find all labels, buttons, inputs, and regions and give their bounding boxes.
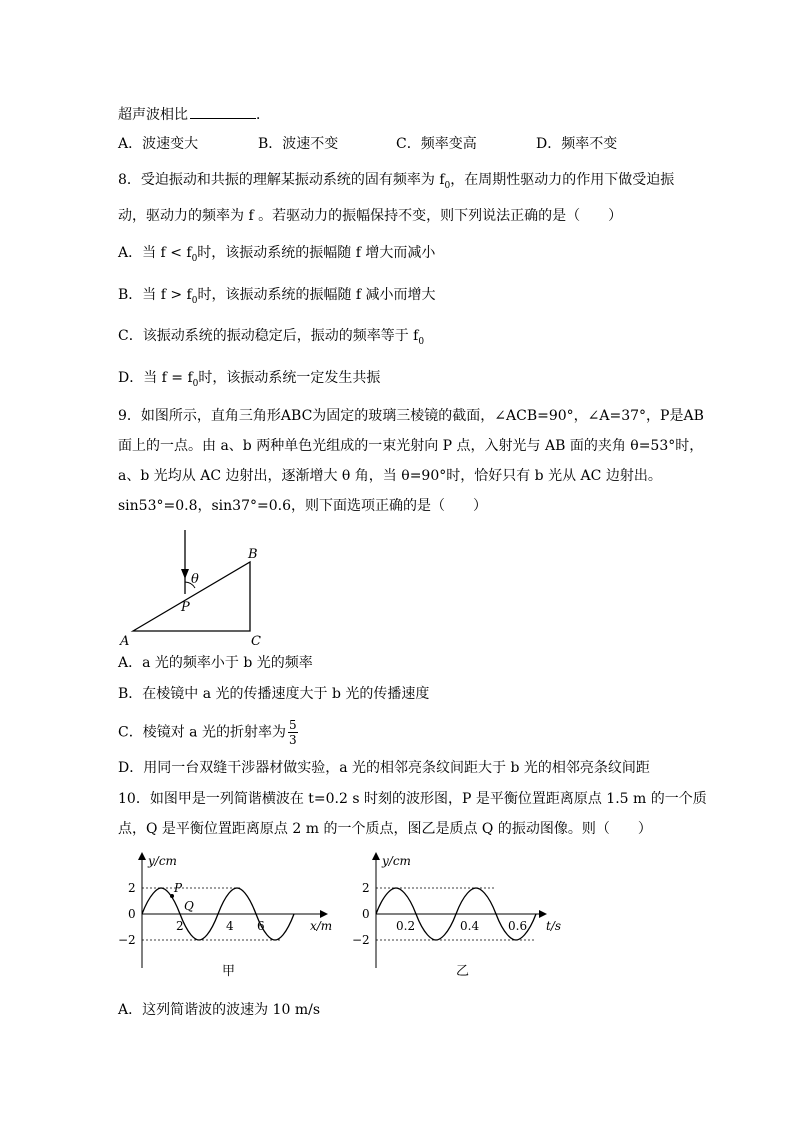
q7-tail-line <box>118 104 270 125</box>
q8-line-1 <box>118 170 674 196</box>
vibration-graph-yi <box>344 850 574 980</box>
x-axis-label: t/s <box>546 919 562 933</box>
q8-line-1-end: ，在周期性驱动力的作用下做受迫振 <box>450 172 675 188</box>
y-tick-0: 0 <box>362 907 370 921</box>
fraction-numerator: 5 <box>288 718 297 732</box>
q9-option-a: A．a 光的频率小于 b 光的频率 <box>118 655 313 671</box>
q8-option-d-sub: 0 <box>192 378 199 389</box>
label-a: A <box>120 634 130 649</box>
y-axis-label: y/cm <box>382 854 411 868</box>
fraction-denominator: 3 <box>288 733 297 747</box>
caption-yi: 乙 <box>456 964 470 979</box>
q7-option-c: C．频率变高 <box>396 136 477 152</box>
q8-option-c-sub: 0 <box>418 336 425 347</box>
y-tick-0: 0 <box>128 907 136 921</box>
y-axis-label: y/cm <box>148 854 177 868</box>
q8-option-a-text: A．当 f < f <box>118 245 192 261</box>
label-c: C <box>251 634 261 649</box>
point-p-label: P <box>174 881 183 895</box>
q9-line-2: 面上的一点。由 a、b 两种单色光组成的一束光射向 P 点，入射光与 AB 面的夹角 θ=53°时， <box>118 438 704 454</box>
q9-option-d: D．用同一台双缝干涉器材做实验，a 光的相邻亮条纹间距大于 b 光的相邻亮条纹间距 <box>118 760 650 776</box>
y-tick-2: 2 <box>128 881 136 895</box>
q8-option-b-sub: 0 <box>191 295 198 306</box>
prism-diagram <box>115 525 285 650</box>
q10-option-a: A．这列简谐波的波速为 10 m/s <box>118 1002 321 1018</box>
q8-option-b-end: 时，该振动系统的振幅随 f 减小而增大 <box>197 287 436 303</box>
q8-option-b <box>118 285 436 311</box>
q7-option-a: A．波速变大 <box>118 136 199 152</box>
q9-line-3: a、b 光均从 AC 边射出，逐渐增大 θ 角，当 θ=90°时，恰好只有 b 光从 AC 边射出。 <box>118 468 662 484</box>
point-q-label: Q <box>184 899 194 913</box>
q10-line-1: 10．如图甲是一列简谐横波在 t=0.2 s 时刻的波形图，P 是平衡位置距离原点 1.5 m 的一个质 <box>118 791 707 807</box>
x-tick-2: 2 <box>176 919 184 933</box>
caption-jia: 甲 <box>222 964 236 979</box>
q8-option-b-text: B．当 f > f <box>118 287 192 303</box>
q8-option-c-text: C．该振动系统的振动稳定后，振动的频率等于 f <box>118 328 419 344</box>
q8-option-d <box>118 368 380 394</box>
y-axis-arrow-icon <box>372 852 380 860</box>
x-tick-0-2: 0.2 <box>396 919 416 933</box>
q9-option-c-text: C．棱镜对 a 光的折射率为 <box>118 724 286 741</box>
q8-option-a-sub: 0 <box>191 253 198 264</box>
q8-line-1-sub: 0 <box>444 180 451 191</box>
fraction <box>288 718 298 747</box>
x-tick-4: 4 <box>226 919 234 933</box>
x-axis-arrow-icon <box>539 910 547 918</box>
y-tick-neg2: −2 <box>352 933 370 947</box>
q10-line-2: 点，Q 是平衡位置距离原点 2 m 的一个质点，图乙是质点 Q 的振动图像。则（ ） <box>118 821 652 837</box>
x-tick-0-6: 0.6 <box>508 919 528 933</box>
q9-line-4: sin53°=0.8，sin37°=0.6，则下面选项正确的是（ ） <box>118 498 487 514</box>
q7-option-b: B．波速不变 <box>258 136 339 152</box>
q8-option-a-end: 时，该振动系统的振幅随 f 增大而减小 <box>197 245 436 261</box>
y-tick-2: 2 <box>362 881 370 895</box>
wave-graph-jia <box>110 850 350 980</box>
q9-line-1: 9．如图所示，直角三角形ABC为固定的玻璃三棱镜的截面，∠ACB=90°，∠A=37°，P是AB <box>118 408 704 424</box>
q8-option-c <box>118 326 424 352</box>
x-axis-label: x/m <box>310 919 333 933</box>
arrow-head-icon <box>181 569 189 579</box>
q8-option-d-end: 时，该振动系统一定发生共振 <box>198 370 381 386</box>
q7-tail-end: ． <box>256 107 270 123</box>
q7-tail-text: 超声波相比 <box>118 107 188 123</box>
y-axis-arrow-icon <box>138 852 146 860</box>
q9-option-c <box>118 718 298 747</box>
q7-option-d: D．频率不变 <box>536 136 618 152</box>
q8-option-a <box>118 243 435 269</box>
x-axis-arrow-icon <box>320 910 328 918</box>
y-tick-neg2: −2 <box>118 933 136 947</box>
label-b: B <box>248 547 258 562</box>
x-tick-6: 6 <box>257 919 265 933</box>
label-p: P <box>181 600 190 615</box>
q8-line-1-text: 8．受迫振动和共振的理解某振动系统的固有频率为 f <box>118 172 445 188</box>
q8-line-2: 动，驱动力的频率为 f 。若驱动力的振幅保持不变，则下列说法正确的是（ ） <box>118 208 623 224</box>
x-tick-0-4: 0.4 <box>460 919 480 933</box>
q8-option-d-text: D．当 f = f <box>118 370 193 386</box>
answer-blank <box>190 104 256 119</box>
label-theta: θ <box>191 572 199 587</box>
q9-option-b: B．在棱镜中 a 光的传播速度大于 b 光的传播速度 <box>118 686 430 702</box>
